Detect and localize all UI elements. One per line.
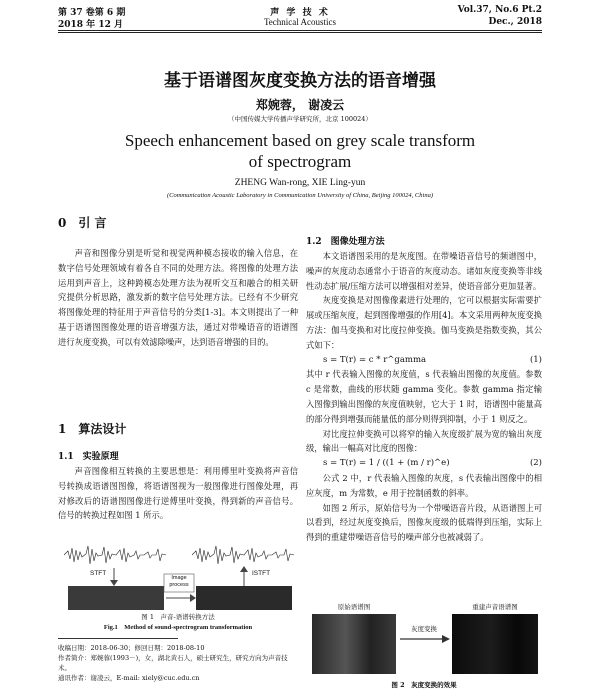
image-processing-paragraph-5: 公式 2 中，r 代表输入图像的灰度，s 代表输出图像中的相应灰度，m 为常数，e 用于控制函数的斜率。 [306, 472, 542, 498]
image-processing-paragraph-4: 对比度拉伸变换可以将窄的输入灰度级扩展为宽的输出灰度级，输出一幅高对比度的图像： [306, 428, 542, 454]
image-processing-paragraph-3: 其中 r 代表输入图像的灰度值，s 代表输出图像的灰度值。参数 c 是常数，曲线的形状随 gamma 变化。参数 gamma 指定输入图像到输出图像的灰度值映射，它大于 1 时，语谱图中能量高的部分得到增强而能量低的部分则得到抑制，小于 1 则反之。 [306, 369, 542, 424]
figure-2-caption: 图 2 灰度变换的效果 [391, 681, 457, 689]
header-journal-en: Technical Acoustics [263, 17, 337, 27]
subsection-1-2-heading: 1.2 图像处理方法 [306, 237, 385, 247]
stft-arrow-head [110, 580, 118, 586]
paper-title-cn: 基于语谱图灰度变换方法的语音增强 [164, 71, 436, 91]
figure-2-arrow-label: 灰度变换 [411, 625, 437, 633]
header-rule [58, 30, 542, 31]
image-processing-paragraph-1: 本文语谱图采用的是灰度图。在带噪语音信号的频谱图中，噪声的灰度动态通常小于语音的灰度动态。诸如灰度变换等非线性动态扩展/压缩方法可以增强相对差异，使语音部分更加显著。 [306, 251, 542, 291]
header-volume-en: Vol.37, No.6 Pt.2 [457, 5, 542, 15]
principle-paragraph [58, 464, 298, 523]
equation-2 [306, 456, 542, 471]
spectrogram-output [196, 586, 292, 610]
figure-1 [62, 542, 296, 612]
footnote-contact: 通讯作者：谢凌云，E-mail: xiely@cuc.edu.cn [58, 674, 200, 682]
paper-title-en-line1: Speech enhancement based on grey scale transform [124, 131, 476, 150]
footnote-rule [58, 638, 178, 639]
figure-1-caption-cn: 图 1 声音-语谱转换方法 [141, 613, 215, 621]
equation-2-formula: s = T(r) = 1 / ((1 + (m / r)^e) [323, 458, 450, 469]
footnotes [58, 643, 298, 683]
right-column-text [306, 249, 542, 545]
header-date-en: Dec., 2018 [488, 17, 542, 27]
equation-1-number: (1) [529, 354, 542, 365]
footnote-author-intro: 作者简介：郑婉蓉(1993－)，女，湖北黄石人，硕士研究生，研究方向为声音技术。 [58, 654, 288, 672]
header-journal-cn: 声 学 技 术 [270, 8, 330, 18]
figure-1-caption-en: Fig.1 Method of sound-spectrogram transformation [103, 624, 253, 631]
section-0-heading: 0 引 言 [58, 216, 107, 230]
spectrogram-original [312, 614, 396, 674]
stft-label: STFT [90, 570, 107, 577]
authors-cn: 郑婉蓉， 谢凌云 [255, 98, 345, 112]
paper-title-en-line2: of spectrogram [248, 152, 352, 171]
waveform-input [64, 546, 166, 564]
image-process-arrow-head [190, 594, 196, 602]
figure-2-label-right: 重建声音语谱图 [472, 603, 518, 611]
equation-2-number: (2) [529, 458, 542, 469]
image-processing-paragraph-2: 灰度变换是对图像像素进行处理的，它可以根据实际需要扩展或压缩灰度，起到图像增强的作用[4]。本文采用两种灰度变换方法：伽马变换和对比度拉伸变换。伽马变换是指数变换，其公式如下： [306, 295, 542, 350]
waveform-output [192, 546, 294, 564]
spectrogram-reconstructed [452, 614, 538, 674]
intro-paragraph [58, 246, 298, 350]
header-rule-2 [58, 32, 542, 33]
figure-2 [306, 602, 542, 678]
section-1-heading: 1 算法设计 [58, 422, 127, 436]
footnote-received: 收稿日期：2018-06-30；修回日期：2018-08-10 [58, 644, 205, 652]
affiliation-en: (Communication Acoustic Laboratory in Communication University of China, Beijing 100024, China) [166, 192, 433, 199]
intro-text: 声音和图像分别是听觉和视觉两种模态接收的输入信息，在数字信号处理领域有着各自不同的处理方法。将图像的处理方法运用到声音上，这种跨模态处理方法为视听交互和融合的相关研究提供分析思路，激发新的数字信号处理方法。已经有不少研究将图像处理的特征用于声音信号的分类[1-3]。本文则提出了一种基于语谱图图像处理的语音增强方法，通过对带噪语音的语谱图进行灰度变换，可以有效滤除噪声，达到语音增强的目的。 [58, 248, 298, 347]
figure-2-label-left: 原始语谱图 [337, 603, 371, 611]
paper-title-en [0, 130, 600, 172]
istft-arrow-head [240, 566, 248, 572]
subsection-1-1-heading: 1.1 实验原理 [58, 452, 119, 462]
spectrogram-input [68, 586, 164, 610]
equation-1 [306, 353, 542, 368]
equation-1-formula: s = T(r) = c * r^gamma [323, 354, 427, 365]
istft-label: ISTFT [252, 570, 271, 577]
principle-text: 声音图像相互转换的主要思想是：利用傅里叶变换将声音信号转换成语谱图图像，将语谱图视为一般图像进行图像处理，再对修改后的语谱图图像进行逆傅里叶变换，得到新的声音信号。信号的转换过程如图 1 所示。 [58, 466, 298, 521]
authors-en: ZHENG Wan-rong, XIE Ling-yun [234, 178, 366, 188]
image-processing-paragraph-6: 如图 2 所示，原始信号为一个带噪语音片段，从语谱图上可以看到，经过灰度变换后，图像灰度级的低端得到压缩，实际上得到的重建带噪语音信号的噪声部分也被减弱了。 [306, 502, 542, 543]
header-date-cn: 2018 年 12 月 [58, 20, 123, 30]
process-label: process [169, 582, 189, 588]
affiliation-cn: （中国传媒大学传播声学研究所，北京 100024） [228, 115, 372, 123]
figure-2-arrow [398, 634, 452, 644]
header-volume-cn: 第 37 卷第 6 期 [58, 8, 126, 18]
image-label: Image [171, 575, 187, 581]
image-process-label [166, 575, 192, 589]
